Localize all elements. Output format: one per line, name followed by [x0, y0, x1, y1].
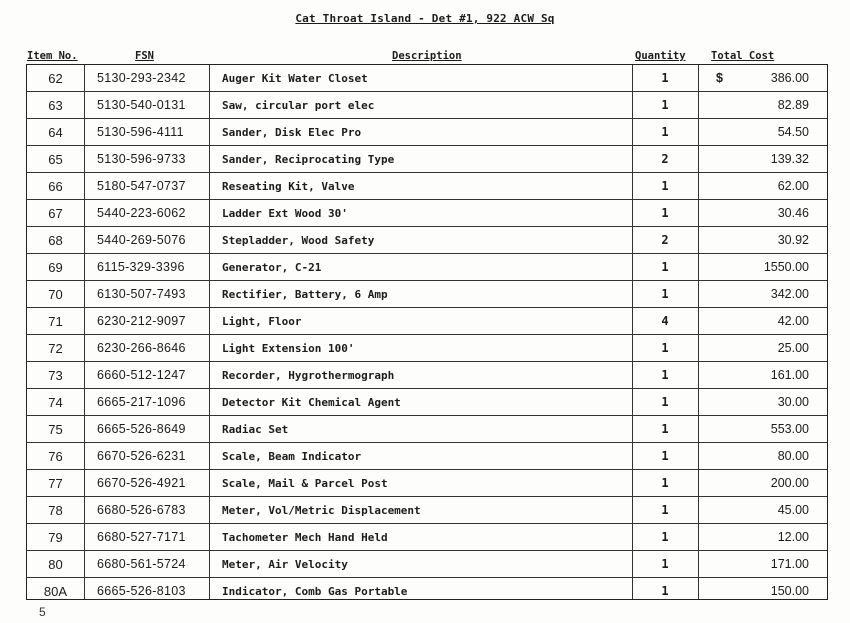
description-cell: Recorder, Hygrothermograph [222, 369, 395, 382]
header-item-no: Item No. [27, 50, 78, 62]
quantity-cell: 1 [661, 476, 669, 490]
quantity-cell: 1 [661, 179, 669, 193]
item-number-cell: 80 [48, 557, 63, 572]
item-number-cell: 65 [48, 152, 63, 167]
fsn-cell: 5130-540-0131 [97, 98, 186, 112]
item-number-cell: 75 [48, 422, 63, 437]
fsn-cell: 6130-507-7493 [97, 287, 186, 301]
total-cost-cell [698, 497, 825, 524]
fsn-cell: 6680-561-5724 [97, 557, 186, 571]
item-number-cell: 63 [48, 98, 63, 113]
table-row [27, 443, 827, 470]
cost-value: 386.00 [770, 71, 809, 85]
total-cost-cell [698, 92, 825, 119]
item-number-cell: 79 [48, 530, 63, 545]
total-cost-cell [698, 443, 825, 470]
description-cell: Indicator, Comb Gas Portable [222, 585, 408, 598]
cost-value: 30.46 [777, 206, 809, 220]
cost-value: 54.50 [777, 125, 809, 139]
cost-value: 161.00 [770, 368, 809, 382]
description-cell: Detector Kit Chemical Agent [222, 396, 401, 409]
description-cell: Ladder Ext Wood 30' [222, 207, 348, 220]
item-number-cell: 68 [48, 233, 63, 248]
fsn-cell: 6680-526-6783 [97, 503, 186, 517]
inventory-table [26, 64, 828, 600]
table-row [27, 146, 827, 173]
fsn-cell: 5440-223-6062 [97, 206, 186, 220]
description-cell: Rectifier, Battery, 6 Amp [222, 288, 388, 301]
cost-value: 200.00 [770, 476, 809, 490]
fsn-cell: 5130-293-2342 [97, 71, 186, 85]
quantity-cell: 1 [661, 287, 669, 301]
quantity-cell: 1 [661, 449, 669, 463]
header-description: Description [392, 50, 462, 62]
total-cost-cell [698, 362, 825, 389]
quantity-cell: 1 [661, 422, 669, 436]
total-cost-cell [698, 389, 825, 416]
quantity-cell: 1 [661, 260, 669, 274]
currency-symbol: $ [716, 71, 723, 85]
description-cell: Meter, Vol/Metric Displacement [222, 504, 421, 517]
total-cost-cell [698, 308, 825, 335]
page-title: Cat Throat Island - Det #1, 922 ACW Sq [295, 12, 555, 25]
description-cell: Scale, Mail & Parcel Post [222, 477, 388, 490]
description-cell: Radiac Set [222, 423, 289, 436]
total-cost-cell [698, 524, 825, 551]
footer-mark: 5 [39, 605, 46, 619]
description-cell: Light Extension 100' [222, 342, 355, 355]
quantity-cell: 2 [661, 233, 669, 247]
item-number-cell: 67 [48, 206, 63, 221]
description-cell: Auger Kit Water Closet [222, 72, 368, 85]
table-row [27, 470, 827, 497]
description-cell: Sander, Disk Elec Pro [222, 126, 362, 139]
quantity-cell: 1 [661, 341, 669, 355]
table-row [27, 497, 827, 524]
table-row [27, 227, 827, 254]
table-row [27, 524, 827, 551]
cost-value: 30.00 [777, 395, 809, 409]
cost-value: 12.00 [777, 530, 809, 544]
table-row [27, 389, 827, 416]
table-row [27, 254, 827, 281]
total-cost-cell [698, 335, 825, 362]
quantity-cell: 2 [661, 152, 669, 166]
quantity-cell: 4 [661, 314, 669, 328]
cost-value: 553.00 [770, 422, 809, 436]
quantity-cell: 1 [661, 206, 669, 220]
item-number-cell: 73 [48, 368, 63, 383]
table-row [27, 92, 827, 119]
item-number-cell: 71 [48, 314, 63, 329]
item-number-cell: 70 [48, 287, 63, 302]
cost-value: 82.89 [777, 98, 809, 112]
quantity-cell: 1 [661, 530, 669, 544]
total-cost-cell [698, 227, 825, 254]
table-row [27, 362, 827, 389]
fsn-cell: 6115-329-3396 [97, 260, 185, 274]
item-number-cell: 74 [48, 395, 63, 410]
description-cell: Meter, Air Velocity [222, 558, 348, 571]
total-cost-cell [698, 200, 825, 227]
table-row [27, 119, 827, 146]
total-cost-cell [698, 578, 825, 605]
table-row [27, 65, 827, 92]
table-row [27, 578, 827, 605]
description-cell: Scale, Beam Indicator [222, 450, 362, 463]
total-cost-cell [698, 173, 825, 200]
fsn-cell: 6665-217-1096 [97, 395, 186, 409]
cost-value: 171.00 [770, 557, 809, 571]
fsn-cell: 6665-526-8649 [97, 422, 186, 436]
quantity-cell: 1 [661, 368, 669, 382]
quantity-cell: 1 [661, 557, 669, 571]
table-row [27, 416, 827, 443]
quantity-cell: 1 [661, 98, 669, 112]
quantity-cell: 1 [661, 503, 669, 517]
cost-value: 25.00 [777, 341, 809, 355]
fsn-cell: 6660-512-1247 [97, 368, 186, 382]
item-number-cell: 69 [48, 260, 63, 275]
cost-value: 62.00 [777, 179, 809, 193]
cost-value: 30.92 [777, 233, 809, 247]
header-quantity: Quantity [635, 50, 686, 62]
cost-value: 80.00 [777, 449, 809, 463]
item-number-cell: 64 [48, 125, 63, 140]
quantity-cell: 1 [661, 125, 669, 139]
fsn-cell: 6230-266-8646 [97, 341, 186, 355]
table-row [27, 335, 827, 362]
table-row [27, 173, 827, 200]
table-row [27, 551, 827, 578]
cost-value: 342.00 [770, 287, 809, 301]
total-cost-cell [698, 119, 825, 146]
fsn-cell: 5440-269-5076 [97, 233, 186, 247]
total-cost-cell [698, 146, 825, 173]
description-cell: Sander, Reciprocating Type [222, 153, 395, 166]
item-number-cell: 80A [43, 584, 68, 599]
description-cell: Saw, circular port elec [222, 99, 375, 112]
fsn-cell: 5130-596-4111 [97, 125, 184, 139]
item-number-cell: 72 [48, 341, 63, 356]
fsn-cell: 6680-527-7171 [97, 530, 186, 544]
description-cell: Light, Floor [222, 315, 302, 328]
fsn-cell: 5180-547-0737 [97, 179, 186, 193]
description-cell: Tachometer Mech Hand Held [222, 531, 388, 544]
fsn-cell: 5130-596-9733 [97, 152, 186, 166]
table-row [27, 200, 827, 227]
total-cost-cell [698, 254, 825, 281]
fsn-cell: 6665-526-8103 [97, 584, 186, 598]
cost-value: 42.00 [777, 314, 809, 328]
table-row [27, 308, 827, 335]
cost-value: 139.32 [770, 152, 809, 166]
header-fsn: FSN [135, 50, 154, 62]
description-cell: Stepladder, Wood Safety [222, 234, 375, 247]
total-cost-cell [698, 281, 825, 308]
table-row [27, 281, 827, 308]
quantity-cell: 1 [661, 71, 669, 85]
fsn-cell: 6230-212-9097 [97, 314, 186, 328]
fsn-cell: 6670-526-4921 [97, 476, 186, 490]
header-total-cost: Total Cost [711, 50, 775, 62]
item-number-cell: 66 [48, 179, 63, 194]
cost-value: 1550.00 [763, 260, 809, 274]
item-number-cell: 78 [48, 503, 63, 518]
total-cost-cell [698, 551, 825, 578]
quantity-cell: 1 [661, 584, 669, 598]
item-number-cell: 77 [48, 476, 63, 491]
description-cell: Reseating Kit, Valve [222, 180, 355, 193]
total-cost-cell [698, 416, 825, 443]
cost-value: 45.00 [777, 503, 809, 517]
total-cost-cell [698, 65, 825, 92]
total-cost-cell [698, 470, 825, 497]
item-number-cell: 76 [48, 449, 63, 464]
quantity-cell: 1 [661, 395, 669, 409]
fsn-cell: 6670-526-6231 [97, 449, 186, 463]
item-number-cell: 62 [48, 71, 63, 86]
description-cell: Generator, C-21 [222, 261, 322, 274]
cost-value: 150.00 [770, 584, 809, 598]
